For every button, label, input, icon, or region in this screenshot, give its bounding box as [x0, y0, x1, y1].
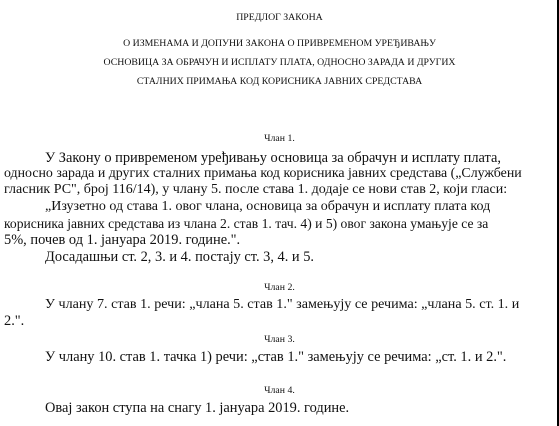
- article-1-line-7: Досадашњи ст. 2, 3. и 4. постају ст. 3, 4. и 5.: [45, 249, 315, 265]
- subtitle-line-1: О ИЗМЕНАМА И ДОПУНИ ЗАКОНА О ПРИВРЕМЕНОМ УРЕЂИВАЊУ: [123, 38, 436, 49]
- document-title: ПРЕДЛОГ ЗАКОНА: [236, 12, 323, 23]
- article-4-heading: Члан 4.: [264, 385, 295, 396]
- subtitle-line-2: ОСНОВИЦА ЗА ОБРАЧУН И ИСПЛАТУ ПЛАТА, ОДНОСНО ЗАРАДА И ДРУГИХ: [103, 57, 456, 68]
- article-2-line-2: 2.".: [4, 313, 25, 329]
- article-2-heading: Члан 2.: [264, 282, 295, 293]
- article-1-line-2: односно зарада и других сталних примања код корисника јавних средстава („Службени: [4, 166, 522, 181]
- article-4-line-1: Овај закон ступа на снагу 1. јануара 2019. године.: [45, 400, 350, 416]
- article-1-line-4: „Изузетно од става 1. овог члана, основица за обрачун и исплату плата код: [45, 199, 491, 214]
- article-3-heading: Члан 3.: [264, 334, 295, 345]
- article-1-line-6: 5%, почев од 1. јануара 2019. године.".: [4, 232, 241, 248]
- subtitle-line-3: СТАЛНИХ ПРИМАЊА КОД КОРИСНИКА ЈАВНИХ СРЕДСТАВА: [136, 76, 423, 87]
- article-1-line-1: У Закону о привременом уређивању основица за обрачун и исплату плата,: [45, 150, 502, 166]
- article-2-line-1: У члану 7. став 1. речи: „члана 5. став 1." замењују се речима: „члана 5. ст. 1. и: [45, 296, 520, 312]
- article-1-heading: Члан 1.: [264, 133, 295, 144]
- article-3-line-1: У члану 10. став 1. тачка 1) речи: „став 1." замењују се речима: „ст. 1. и 2.".: [45, 349, 507, 365]
- article-1-line-5: корисника јавних средстава из члана 2. став 1. тач. 4) и 5) овог закона умањује се за: [4, 216, 489, 231]
- article-1-line-3: гласник РС", број 116/14), у члану 5. после става 1. додаје се нови став 2, који гласи:: [4, 182, 508, 197]
